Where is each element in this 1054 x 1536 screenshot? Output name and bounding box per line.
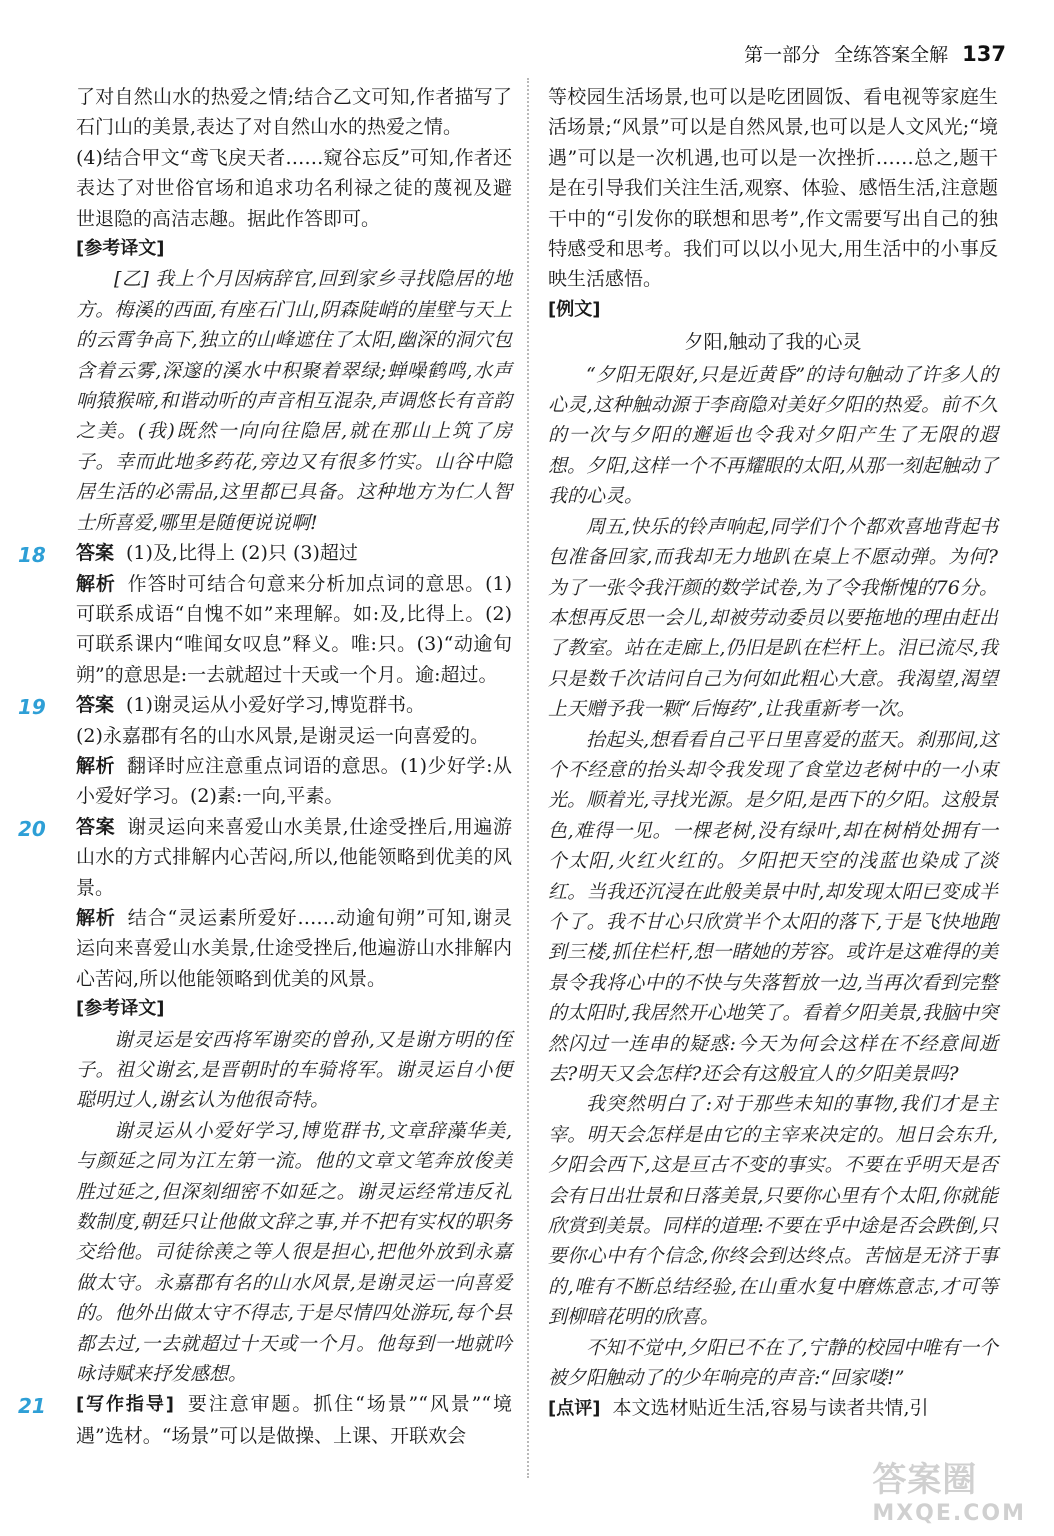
question-20 xyxy=(18,812,512,994)
essay-paragraph: 我突然明白了:对于那些未知的事物,我们才是主宰。明天会怎样是由它的主宰来决定的。旭日会东升,夕阳会西下,这是亘古不变的事实。不要在乎明天是否会有日出壮景和日落美景,只要你心里有个太阳,你就能欣赏到美景。同样的道理:不要在乎中途是否会跌倒,只要你心中有个信念,你终会到达终点。苦恼是无济于事的,唯有不断总结经验,在山重水复中磨炼意志,才可等到柳暗花明的欣喜。 xyxy=(548,1093,998,1329)
analysis-label: 解析 xyxy=(76,906,116,929)
watermark-logo xyxy=(872,1452,1026,1526)
page-number: 137 xyxy=(962,42,1006,66)
translation-text: 谢灵运是安西将军谢奕的曾孙,又是谢方明的侄子。祖父谢玄,是晋朝时的车骑将军。谢灵运自小便聪明过人,谢玄认为他很奇特。 xyxy=(76,1028,512,1112)
question-number: 21 xyxy=(18,1394,46,1419)
translation-text: 谢灵运从小爱好学习,博览群书,文章辞藻华美,与颜延之同为江左第一流。他的文章文笔奔放俊美胜过延之,但深刻细密不如延之。谢灵运经常违反礼数制度,朝廷只让他做文辞之事,并不把有实权的职务交给他。司徒徐羡之等人很是担心,把他外放到永嘉做太守。永嘉郡有名的山水风景,是谢灵运一向喜爱的。他外出做太守不得志,于是尽情四处游玩,每个县都去过,一去就超过十天或一个月。他每到一地就吟咏诗赋来抒发感想。 xyxy=(76,1119,512,1386)
question-number: 18 xyxy=(18,543,46,568)
essay-title: 夕阳,触动了我的心灵 xyxy=(684,331,862,354)
comment-label: [点评] xyxy=(548,1398,601,1420)
answer-text: 谢灵运向来喜爱山水美景,仕途受挫后,用遍游山水的方式排解内心苦闷,所以,他能领略到优美的风景。 xyxy=(76,815,512,899)
writing-guide-label: [写作指导] xyxy=(76,1394,174,1416)
answer-label: 答案 xyxy=(76,815,116,838)
answer-label: 答案 xyxy=(76,542,115,565)
question-number: 20 xyxy=(18,816,46,841)
comment-text: 本文选材贴近生活,容易与读者共情,引 xyxy=(612,1397,929,1420)
analysis-label: 解析 xyxy=(76,754,116,777)
paragraph: 了对自然山水的热爱之情;结合乙文可知,作者描写了石门山的美景,表达了对自然山水的热爱之情。 xyxy=(76,86,512,139)
question-21 xyxy=(18,1389,513,1451)
translation-text: [乙] 我上个月因病辞官,回到家乡寻找隐居的地方。梅溪的西面,有座石门山,阴森陡峭的崖壁与天上的云霄争高下,独立的山峰遮住了太阳,幽深的洞穴包含着云雾,深邃的溪水中积聚着翠绿;蝉噪鹤鸣,水声响猿猴啼,和谐动听的声音相互混杂,声调悠长有音韵之美。(我)既然一向向往隐居,就在那山上筑了房子。幸而此地多药花,旁边又有很多竹实。山谷中隐居生活的必需品,这里都已具备。这种地方为仁人智士所喜爱,哪里是随便说说啊! xyxy=(76,268,512,534)
reference-translation-label: [参考译文] xyxy=(76,998,165,1020)
column-divider xyxy=(527,78,529,1478)
question-18 xyxy=(18,538,512,690)
answer-text: (2)永嘉郡有名的山水风景,是谢灵运一向喜爱的。 xyxy=(76,724,489,747)
analysis-text: 结合“灵运素所爱好……动逾旬朔”可知,谢灵运向来喜爱山水美景,仕途受挫后,他遍游山水排解内心苦闷,所以他能领略到优美的风景。 xyxy=(76,906,512,990)
left-column xyxy=(18,82,513,1451)
question-19 xyxy=(18,690,512,812)
paragraph: (4)结合甲文“鸢飞戾天者……窥谷忘反”可知,作者还表达了对世俗官场和追求功名利禄之徒的蔑视及避世退隐的高洁志趣。据此作答即可。 xyxy=(76,146,512,230)
reference-translation-label: [参考译文] xyxy=(76,238,165,260)
essay-paragraph: 抬起头,想看看自己平日里喜爱的蓝天。刹那间,这个不经意的抬头却令我发现了食堂边老树中的一小束光。顺着光,寻找光源。是夕阳,是西下的夕阳。这般景色,难得一见。一棵老树,没有绿叶,却在树梢处拥有一个太阳,火红火红的。夕阳把天空的浅蓝也染成了淡红。当我还沉浸在此般美景中时,却发现太阳已变成半个了。我不甘心只欣赏半个太阳的落下,于是飞快地跑到三楼,抓住栏杆,想一睹她的芳容。或许是这难得的美景令我将心中的不快与失落暂放一边,当再次看到完整的太阳时,我居然开心地笑了。看着夕阳美景,我脑中突然闪过一连串的疑惑:今天为何会这样在不经意间逝去?明天又会怎样?还会有这般宜人的夕阳美景吗? xyxy=(548,728,998,1085)
analysis-text: 作答时可结合句意来分析加点词的意思。(1)可联系成语“自愧不如”来理解。如:及,比得上。(2)可联系课内“唯闻女叹息”释义。唯:只。(3)“动逾旬朔”的意思是:一去就超过十天或一个月。逾:超过。 xyxy=(76,572,512,686)
right-column xyxy=(548,82,998,1425)
answer-text: (1)谢灵运从小爱好学习,博览群书。 xyxy=(126,694,425,717)
essay-paragraph: 周五,快乐的铃声响起,同学们个个都欢喜地背起书包准备回家,而我却无力地趴在桌上不愿动弹。为何?为了一张令我汗颜的数学试卷,为了令我惭愧的76分。本想再反思一会儿,却被劳动委员以要拖地的理由赶出了教室。站在走廊上,仍旧是趴在栏杆上。泪已流尽,我只是数千次诘问自己为何如此粗心大意。我渴望,渴望上天赠予我一颗“后悔药”,让我重新考一次。 xyxy=(548,515,998,721)
watermark-top: 答案圈 xyxy=(872,1460,978,1500)
header-section: 第一部分 xyxy=(744,44,821,66)
analysis-label: 解析 xyxy=(76,572,116,595)
example-label: [例文] xyxy=(548,298,601,320)
watermark-bottom: MXQE.COM xyxy=(872,1501,1026,1526)
answer-text: (1)及,比得上 (2)只 (3)超过 xyxy=(126,542,358,565)
paragraph: 等校园生活场景,也可以是吃团圆饭、看电视等家庭生活场景;“风景”可以是自然风景,也可以是人文风光;“境遇”可以是一次机遇,也可以是一次挫折……总之,题干是在引导我们关注生活,观察、体验、感悟生活,注意题干中的“引发你的联想和思考”,作文需要写出自己的独特感受和思考。我们可以以小见大,用生活中的小事反映生活感悟。 xyxy=(548,86,998,291)
essay-paragraph: “夕阳无限好,只是近黄昏”的诗句触动了许多人的心灵,这种触动源于李商隐对美好夕阳的热爱。前不久的一次与夕阳的邂逅也令我对夕阳产生了无限的遐想。夕阳,这样一个不再耀眼的太阳,从那一刻起触动了我的心灵。 xyxy=(548,363,998,508)
header-title: 全练答案全解 xyxy=(834,44,949,66)
writing-guide-text: 要注意审题。抓住“场景”“风景”“境遇”选材。“场景”可以是做操、上课、开联欢会 xyxy=(76,1393,513,1447)
analysis-text: 翻译时应注意重点词语的意思。(1)少好学:从小爱好学习。(2)素:一向,平素。 xyxy=(76,754,512,808)
page-header xyxy=(744,40,1006,67)
answer-label: 答案 xyxy=(76,694,115,717)
essay-paragraph: 不知不觉中,夕阳已不在了,宁静的校园中唯有一个被夕阳触动了的少年响亮的声音:“回家喽!” xyxy=(548,1336,998,1390)
question-number: 19 xyxy=(18,695,46,720)
